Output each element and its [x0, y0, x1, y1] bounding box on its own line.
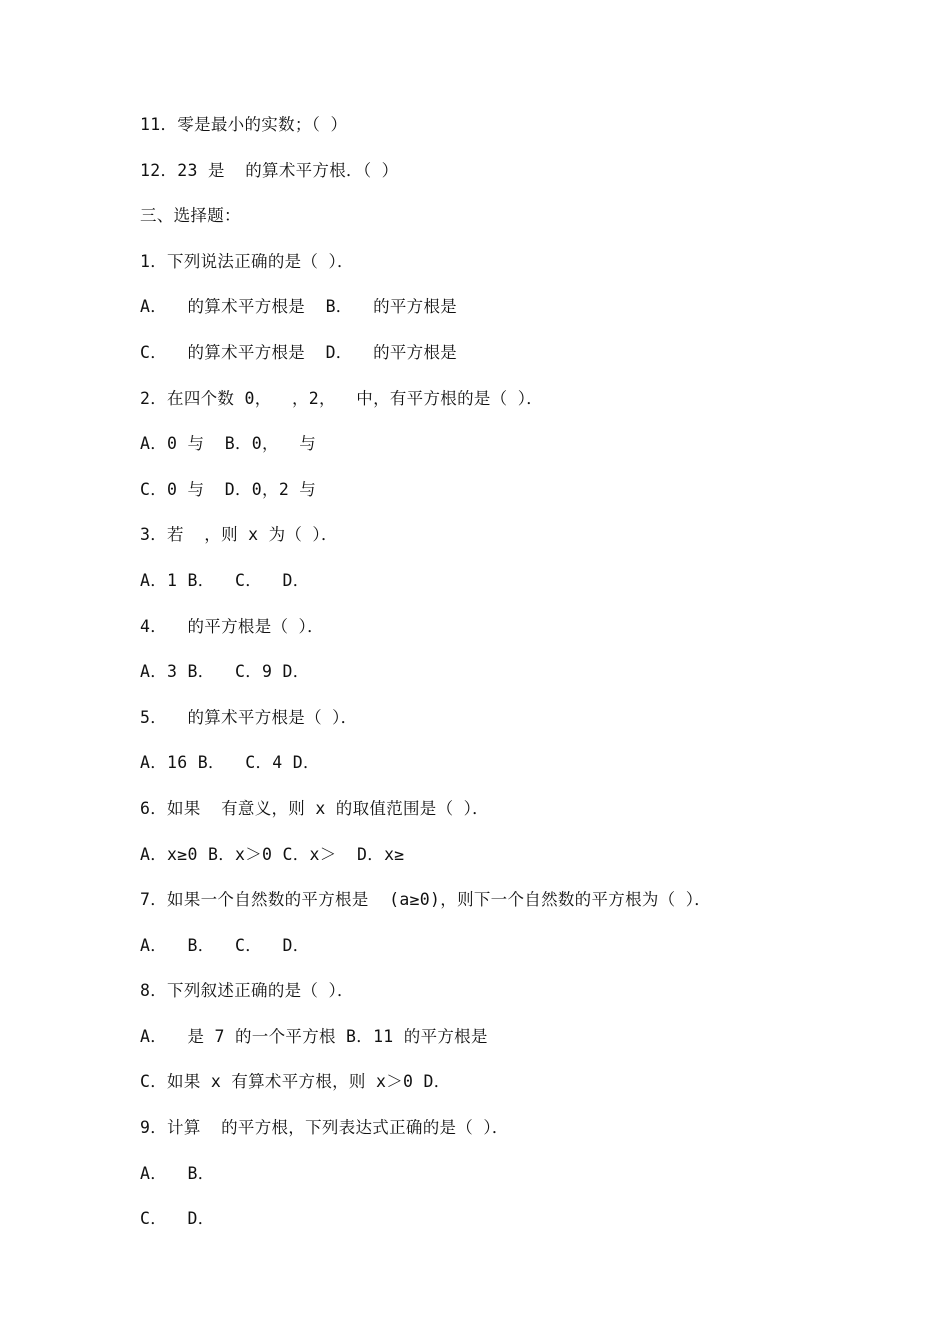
- question-8-options-ab: A． 是 7 的一个平方根 B．11 的平方根是: [140, 1026, 488, 1046]
- question-5: 5． 的算术平方根是（ ）．: [140, 707, 358, 727]
- question-7-options: A． B． C． D．: [140, 935, 310, 955]
- question-2-options-cd: C．0 与 D．0，2 与: [140, 479, 317, 499]
- question-9: 9．计算 的平方根，下列表达式正确的是（ ）．: [140, 1118, 509, 1138]
- question-8: 8．下列叙述正确的是（ ）．: [140, 981, 354, 1001]
- section-heading: 三、选择题：: [140, 206, 241, 226]
- question-6: 6．如果 有意义，则 x 的取值范围是（ ）．: [140, 798, 489, 818]
- question-3-options: A．1 B． C． D．: [140, 570, 310, 590]
- question-1-options-cd: C． 的算术平方根是 D． 的平方根是: [140, 342, 458, 362]
- question-4-options: A．3 B． C．9 D．: [140, 662, 310, 682]
- text-line: 11．零是最小的实数；（ ）: [140, 115, 348, 134]
- text-line: 12．23 是 的算术平方根．（ ）: [140, 160, 399, 180]
- question-3: 3．若 ，则 x 为（ ）．: [140, 525, 338, 545]
- question-4: 4． 的平方根是（ ）．: [140, 616, 324, 636]
- question-1: 1．下列说法正确的是（ ）．: [140, 251, 354, 271]
- question-9-options-cd: C． D．: [140, 1209, 215, 1229]
- question-8-options-cd: C．如果 x 有算术平方根，则 x＞0 D．: [140, 1072, 451, 1092]
- question-9-options-ab: A． B．: [140, 1163, 215, 1183]
- question-5-options: A．16 B． C．4 D．: [140, 753, 320, 773]
- question-7: 7．如果一个自然数的平方根是 (a≥0)，则下一个自然数的平方根为（ ）．: [140, 890, 712, 910]
- question-2: 2．在四个数 0， ，2， 中，有平方根的是（ ）．: [140, 388, 544, 408]
- document-page: [140, 110, 920, 1250]
- question-2-options-ab: A．0 与 B．0， 与: [140, 434, 317, 454]
- question-6-options: A．x≥0 B．x＞0 C．x＞ D．x≥: [140, 844, 405, 864]
- question-1-options-ab: A． 的算术平方根是 B． 的平方根是: [140, 297, 458, 317]
